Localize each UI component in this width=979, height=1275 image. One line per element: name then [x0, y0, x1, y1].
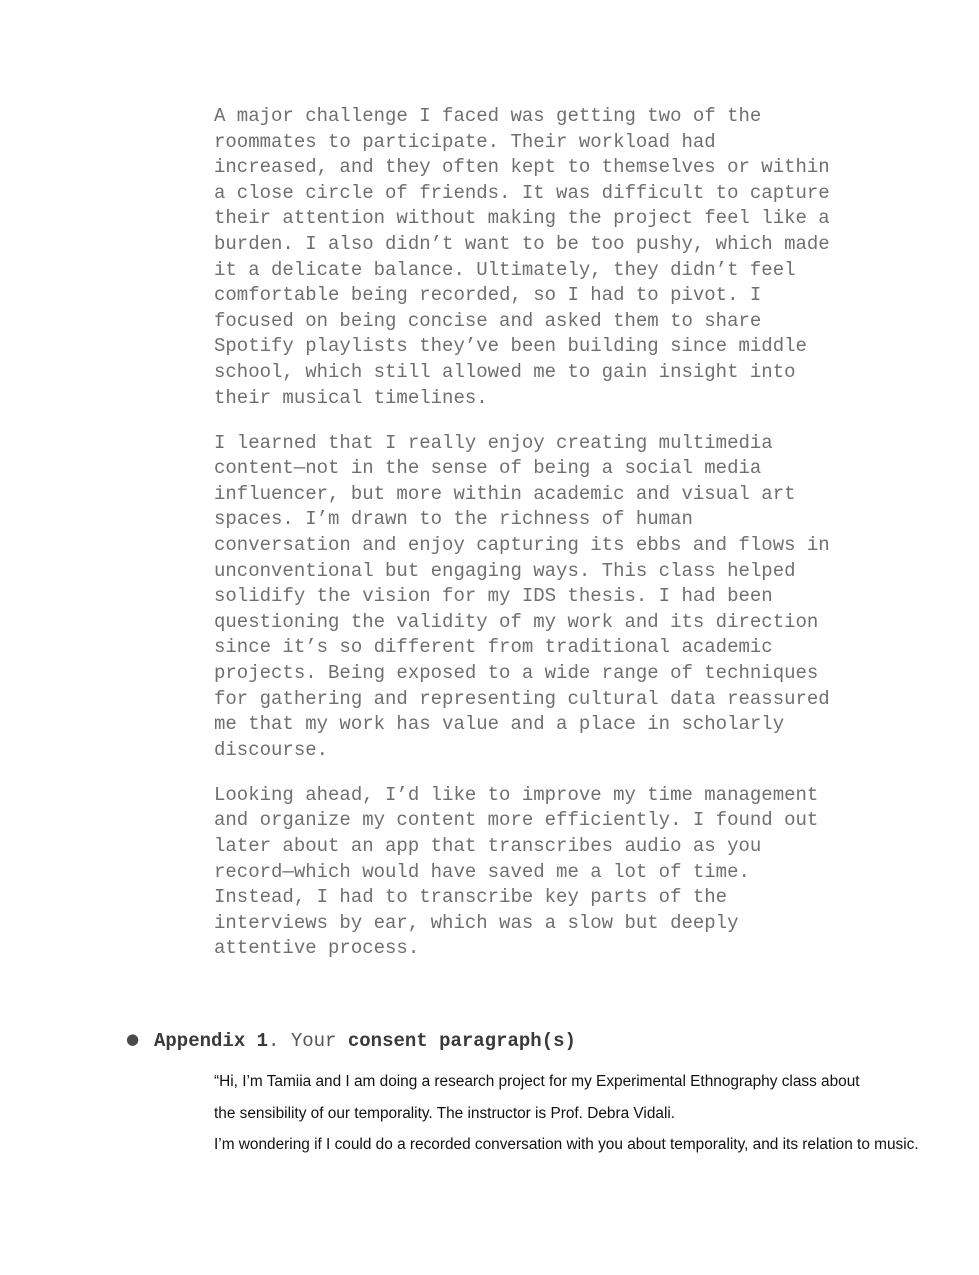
bullet-icon: ●	[126, 1030, 140, 1048]
paragraph-looking-ahead: Looking ahead, I’d like to improve my time management and organize my content more efficiently. I found out later about an app that transcribes audio as you record—which would have saved me a lot of time. Instead, I had to transcribe key parts of the interviews by ear, which was a slow but deeply attentive process.	[214, 783, 819, 960]
paragraph-challenge: A major challenge I faced was getting two of the roommates to participate. Their workload had increased, and they often kept to themselves or within a close circle of friends. It was difficult to capture their attention without making the project feel like a burden. I also didn’t want to be too pushy, which made it a delicate balance. Ultimately, they didn’t feel comfortable being recorded, so I had to pivot. I focused on being concise and asked them to share Spotify playlists they’ve been building since middle school, which still allowed me to gain insight into their musical timelines.	[214, 105, 830, 409]
consent-line: I’m wondering if I could do a recorded conversation with you about temporality, and its relation to music.	[214, 1136, 919, 1153]
paragraph-learning: I learned that I really enjoy creating multimedia content—not in the sense of being a social media influencer, but more within academic and visual art spaces. I’m drawn to the richness of human conversation and enjoy capturing its ebbs and flows in unconventional but engaging ways. This class helped solidify the vision for my IDS thesis. I had been questioning the validity of my work and its direction since it’s so different from traditional academic projects. Being exposed to a wide range of techniques for gathering and representing cultural data reassured me that my work has value and a place in scholarly discourse.	[214, 431, 830, 761]
appendix-heading	[126, 1024, 946, 1056]
consent-line: the sensibility of our temporality. The instructor is Prof. Debra Vidali.	[214, 1104, 676, 1122]
appendix-label: Appendix 1	[154, 1030, 269, 1052]
consent-paragraph	[214, 1066, 964, 1161]
reflection-body	[214, 104, 874, 982]
appendix-label-middle: . Your	[268, 1030, 348, 1052]
appendix-label-consent: consent paragraph(s)	[347, 1030, 576, 1052]
consent-line: “Hi, I’m Tamiia and I am doing a research project for my Experimental Ethnography class about	[214, 1073, 860, 1090]
